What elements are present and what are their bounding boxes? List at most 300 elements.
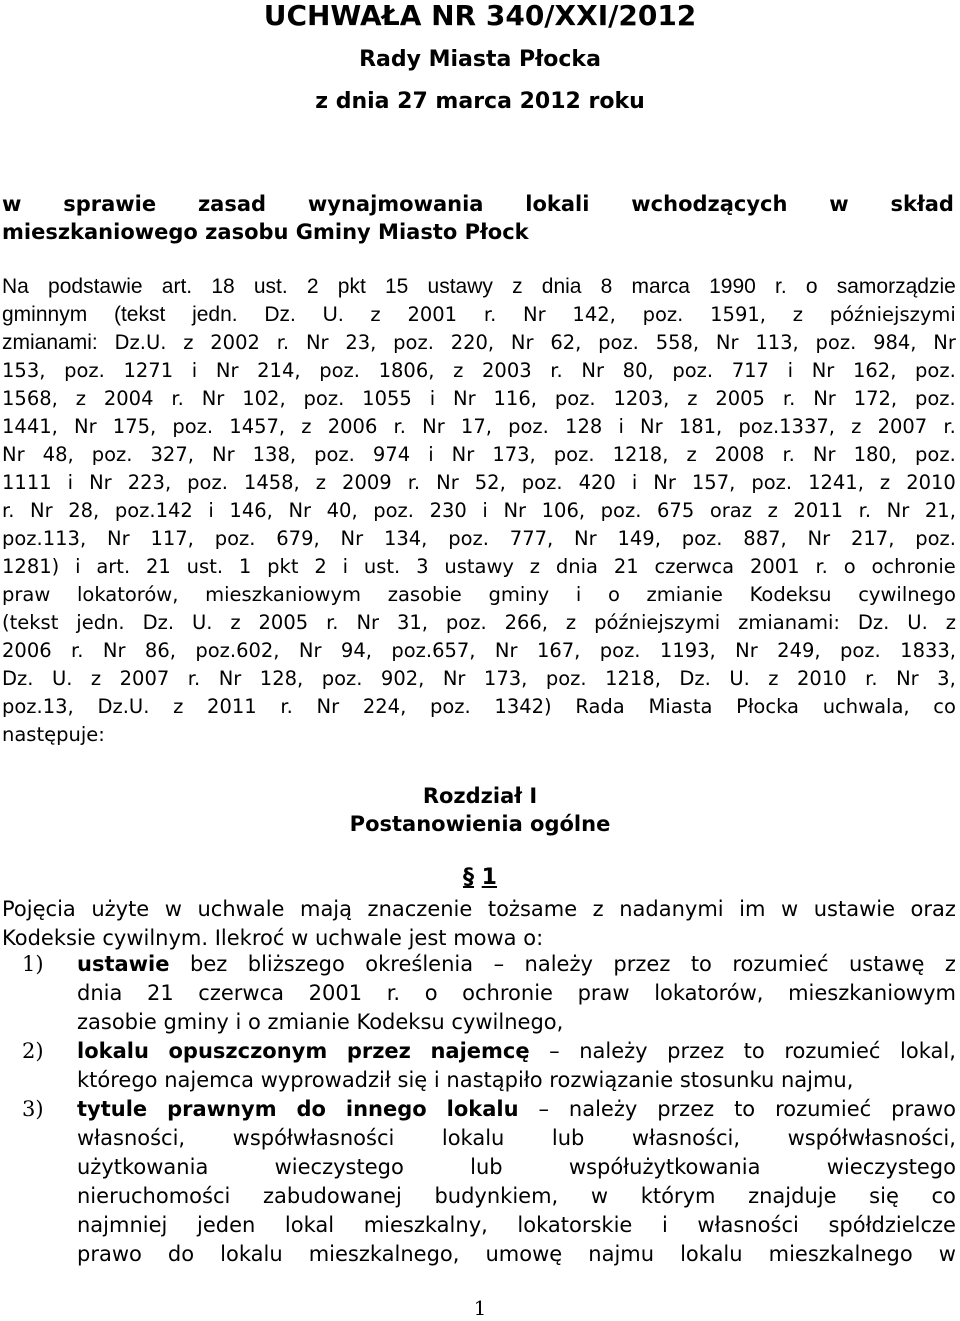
word: r. — [280, 695, 293, 718]
definition-term-word: przez — [346, 1039, 411, 1063]
word: 172, — [853, 387, 898, 410]
word: poz.1337, — [738, 415, 835, 438]
word: ust. — [363, 555, 401, 578]
legal-basis-line — [2, 413, 956, 441]
definition-line — [77, 1008, 956, 1037]
word: mieszkalnego, — [308, 1242, 460, 1266]
word: 1457, — [229, 415, 286, 438]
word: Nr — [356, 611, 380, 634]
word: 1218, — [605, 667, 661, 690]
word: 2009 — [342, 471, 392, 494]
word: którym — [640, 1184, 716, 1208]
word: 717 — [731, 359, 769, 382]
word: i — [631, 471, 638, 494]
word: Kodeksu — [356, 1010, 452, 1034]
word: 2001 — [749, 555, 800, 578]
word: 1 — [238, 555, 252, 578]
word: z — [768, 667, 779, 690]
definition-item — [0, 1037, 960, 1095]
word: 230 — [429, 499, 467, 522]
word: poz. — [840, 639, 881, 662]
legal-basis-line — [2, 385, 956, 413]
word: 2 — [306, 275, 319, 298]
word: Dz. — [2, 667, 34, 690]
legal-basis-line — [2, 609, 956, 637]
definition-line — [77, 1037, 956, 1066]
word: jeden — [196, 1213, 256, 1237]
word: prawo — [77, 1242, 142, 1266]
word: Nr — [305, 331, 329, 354]
word: Nr — [640, 415, 663, 438]
word: współwłasności, — [787, 1126, 956, 1150]
word: i — [191, 359, 198, 382]
word: Nr — [896, 667, 919, 690]
word: 106, — [541, 499, 586, 522]
definitions-list — [0, 950, 960, 1269]
subject-word: zasad — [197, 192, 267, 216]
word: własności — [697, 1213, 799, 1237]
word: gminnym — [2, 303, 88, 326]
subject-word: wynajmowania — [307, 192, 484, 216]
definition-line — [77, 1153, 956, 1182]
word: mieszkaniowym — [788, 981, 956, 1005]
word: Nr — [653, 471, 676, 494]
word: 902, — [380, 667, 425, 690]
word: Nr — [715, 331, 739, 354]
word: – — [549, 1039, 560, 1063]
word: r. — [550, 359, 563, 382]
word: U. — [51, 667, 73, 690]
word: nieruchomości — [77, 1184, 231, 1208]
word: rozumieć — [775, 1097, 872, 1121]
word: 28, — [68, 499, 100, 522]
word: 128, — [259, 667, 304, 690]
word: 94, — [340, 639, 372, 662]
word: z — [565, 611, 577, 634]
legal-basis-line — [2, 665, 956, 693]
council-name: Rady Miasta Płocka — [359, 47, 601, 72]
word: 23, — [345, 331, 377, 354]
word: 1806, — [378, 359, 435, 382]
word: należy — [524, 952, 593, 976]
legal-basis-line — [2, 357, 956, 385]
word: 224, — [362, 695, 407, 718]
legal-basis-line — [2, 553, 956, 581]
word: 558, — [655, 331, 700, 354]
word: 2001 — [407, 303, 458, 326]
word: praw — [577, 981, 630, 1005]
word: 2011 — [793, 499, 844, 522]
word: poz. — [64, 359, 105, 382]
word: Nr — [581, 359, 604, 382]
word: Nr — [201, 387, 225, 410]
word: z — [945, 611, 956, 634]
word: ustawy — [427, 275, 493, 298]
definition-line — [77, 1240, 956, 1269]
word: przez — [613, 952, 671, 976]
word: 974 — [372, 443, 411, 466]
word: poz. — [445, 611, 487, 634]
word: r. — [71, 639, 84, 662]
word: o — [805, 275, 818, 298]
word: mają — [299, 897, 353, 921]
word: 142, — [572, 303, 616, 326]
word: Płocka — [736, 695, 799, 718]
word: współużytkowania — [568, 1155, 761, 1179]
word: poz. — [91, 443, 133, 466]
word: poz. — [642, 303, 684, 326]
word: 149, — [617, 527, 661, 550]
word: to — [743, 1039, 765, 1063]
word: Nr — [503, 499, 527, 522]
word: 2003 — [482, 359, 532, 382]
word: nastąpiło — [446, 1068, 550, 1092]
word: znajduje — [748, 1184, 837, 1208]
word: Nr — [574, 527, 597, 550]
word: im — [739, 897, 766, 921]
word: lokatorów, — [76, 583, 179, 606]
definition-term-word: do — [296, 1097, 326, 1121]
word: się — [869, 1184, 899, 1208]
word: poz. — [554, 387, 596, 410]
word: poz. — [448, 527, 489, 550]
word: Nr — [453, 387, 476, 410]
definition-term-word: najemcę — [430, 1039, 530, 1063]
word: r. — [187, 667, 201, 690]
word: 1342) — [494, 695, 552, 718]
word: 420 — [578, 471, 616, 494]
word: i — [208, 499, 214, 522]
word: 113, — [755, 331, 799, 354]
word: Nr — [436, 471, 459, 494]
word: Nr — [451, 443, 475, 466]
word: i — [575, 583, 582, 606]
word: stosunku — [679, 1068, 781, 1092]
word: wieczystego — [826, 1155, 956, 1179]
word: r. — [393, 415, 406, 438]
word: 173, — [492, 443, 536, 466]
subject-word: sprawie — [63, 192, 157, 216]
word: o — [607, 583, 620, 606]
word: znaczenie — [367, 897, 473, 921]
word: Nr — [886, 499, 910, 522]
word: poz. — [172, 415, 214, 438]
word: należy — [568, 1097, 638, 1121]
word: wyprowadził — [260, 1068, 398, 1092]
word: 1441, — [2, 415, 58, 438]
word: późniejszymi — [594, 611, 721, 634]
definition-line — [77, 950, 956, 979]
word: przez — [657, 1097, 715, 1121]
word: w — [291, 926, 315, 950]
legal-basis-line — [2, 637, 956, 665]
word: rozumieć — [732, 952, 829, 976]
word: dnia — [541, 275, 582, 298]
word: z — [183, 331, 194, 354]
word: Kodeksu — [749, 583, 832, 606]
word: poz. — [545, 667, 587, 690]
word: 31, — [396, 611, 428, 634]
word: wieczystego — [274, 1155, 404, 1179]
word: Nr — [211, 443, 235, 466]
word: 167, — [536, 639, 581, 662]
word: 48, — [42, 443, 74, 466]
word: w — [938, 1242, 956, 1266]
word: własności, — [77, 1126, 186, 1150]
word: 138, — [252, 443, 297, 466]
word: mieszkalnego — [768, 1242, 913, 1266]
word: poz.142 — [114, 499, 193, 522]
word: cywilnego, — [451, 1010, 564, 1034]
word: Nr — [298, 639, 322, 662]
word: z — [453, 359, 464, 382]
word: U. — [191, 611, 213, 634]
legal-basis-line — [2, 273, 956, 301]
word: o — [424, 981, 438, 1005]
word: Nr — [288, 499, 312, 522]
resolution-date: z dnia 27 marca 2012 roku — [315, 89, 645, 114]
word: 2006 — [327, 415, 378, 438]
word: mowa — [453, 926, 524, 950]
word: poz. — [373, 499, 414, 522]
word: Dz.U. — [114, 331, 167, 354]
word: r. — [407, 471, 421, 494]
word: to — [734, 1097, 756, 1121]
word: 327, — [150, 443, 194, 466]
word: r. — [858, 499, 872, 522]
word: U. — [322, 303, 344, 326]
subject-word: w — [829, 192, 849, 216]
word: co — [931, 1184, 956, 1208]
word: i — [67, 471, 74, 494]
word: mieszkaniowym — [205, 583, 362, 606]
word: z — [370, 303, 381, 326]
word: – — [538, 1097, 549, 1121]
word: poz. — [508, 415, 549, 438]
word: lokatorów, — [654, 981, 764, 1005]
word: w — [781, 897, 799, 921]
word: 162, — [852, 359, 897, 382]
definition-item — [0, 950, 960, 1037]
word: 1281) — [2, 555, 60, 578]
word: 2007 — [119, 667, 170, 690]
word: współwłasności — [232, 1126, 395, 1150]
word: 80, — [622, 359, 654, 382]
word: rozumieć — [784, 1039, 881, 1063]
word: Na — [2, 275, 29, 298]
word: Nr — [215, 359, 239, 382]
word: 40, — [326, 499, 358, 522]
word: lokalu — [220, 1242, 283, 1266]
word: 679, — [276, 527, 320, 550]
word: z — [767, 499, 778, 522]
word: pkt — [337, 275, 366, 298]
word: jedn. — [192, 303, 238, 326]
word: własności, — [631, 1126, 741, 1150]
subject-word: lokali — [525, 192, 590, 216]
page-number: 1 — [473, 1296, 487, 1320]
word: najmniej — [77, 1213, 168, 1237]
definition-body — [77, 1095, 956, 1269]
word: 223, — [127, 471, 172, 494]
word: 2 — [314, 555, 327, 578]
legal-basis-line — [2, 581, 956, 609]
word: lub — [551, 1126, 585, 1150]
word: 1591, — [710, 303, 766, 326]
word: oraz — [910, 897, 956, 921]
definition-term-word: opuszczonym — [168, 1039, 328, 1063]
legal-basis-line — [2, 525, 956, 553]
word: Nr — [510, 331, 534, 354]
legal-basis-line — [2, 301, 956, 329]
subject-word: wchodzących — [631, 192, 788, 216]
word: 1241, — [808, 471, 864, 494]
word: określenia — [365, 952, 474, 976]
word: Nr — [102, 639, 126, 662]
word: 153, — [2, 359, 46, 382]
word: Nr — [316, 695, 340, 718]
word: uchwala, — [822, 695, 910, 718]
word: i — [75, 555, 81, 578]
word: czerwca — [654, 555, 735, 578]
word: zmianami: — [2, 331, 98, 354]
word: r. — [775, 275, 787, 298]
word: Dz. — [857, 611, 890, 634]
word: z — [230, 611, 241, 634]
definition-term-word: tytule — [77, 1097, 148, 1121]
word: 266, — [504, 611, 548, 634]
word: poz. — [915, 527, 956, 550]
word: o — [248, 1010, 268, 1034]
word: Nr — [30, 499, 53, 522]
definition-term-word: lokalu — [77, 1039, 149, 1063]
word: gminy — [488, 583, 550, 606]
word: r. — [2, 499, 15, 522]
legal-basis-line — [2, 469, 956, 497]
word: marca — [631, 275, 690, 298]
word: 2007 — [877, 415, 928, 438]
word: r. — [782, 387, 796, 410]
word: spółdzielcze — [828, 1213, 956, 1237]
word: 1568, — [2, 387, 58, 410]
word: 8 — [600, 275, 613, 298]
word: r. — [782, 443, 795, 466]
word: z — [687, 387, 698, 410]
word: 1203, — [613, 387, 670, 410]
word: 887, — [743, 527, 787, 550]
word: Nr — [812, 443, 836, 466]
word: Kodeksie — [2, 926, 103, 950]
word: samorządzie — [836, 275, 956, 298]
word: 2008 — [714, 443, 765, 466]
word: Nr — [494, 639, 518, 662]
word: ust. — [253, 275, 288, 298]
word: i — [428, 443, 434, 466]
word: r. — [865, 667, 878, 690]
legal-basis-line — [2, 441, 956, 469]
word: mieszkalny, — [363, 1213, 488, 1237]
word: U. — [907, 611, 928, 634]
word: przez — [667, 1039, 725, 1063]
word: Nr — [933, 331, 956, 354]
word: 1833, — [900, 639, 956, 662]
word: dnia — [555, 555, 598, 578]
word: i — [482, 499, 488, 522]
resolution-subject — [2, 190, 954, 246]
word: 21, — [924, 499, 956, 522]
word: 173, — [483, 667, 528, 690]
word: z — [90, 667, 102, 690]
word: 62, — [550, 331, 582, 354]
word: 116, — [493, 387, 537, 410]
word: 2004 — [103, 387, 154, 410]
word: z — [301, 415, 312, 438]
word: poz. — [303, 387, 345, 410]
word: Rada — [575, 695, 625, 718]
word: ochronie — [871, 555, 956, 578]
word: użyte — [91, 897, 150, 921]
word: 2001 — [308, 981, 363, 1005]
word: 18 — [211, 275, 235, 298]
definition-body — [77, 950, 956, 1037]
paragraph-number: 1 — [481, 865, 497, 890]
definition-line — [77, 979, 956, 1008]
definition-item — [0, 1095, 960, 1269]
word: Nr — [523, 303, 546, 326]
paragraph-symbol: § — [463, 865, 474, 890]
word: r. — [815, 555, 828, 578]
word: art. — [96, 555, 131, 578]
word: r. — [386, 981, 401, 1005]
resolution-title: UCHWAŁA NR 340/XXI/2012 — [263, 0, 697, 32]
word: zmianie — [267, 1010, 357, 1034]
word: (tekst — [2, 611, 59, 634]
word: 3, — [937, 667, 956, 690]
chapter-name: Postanowienia ogólne — [349, 812, 611, 836]
word: i — [661, 1213, 668, 1237]
word: 128 — [565, 415, 603, 438]
word: poz. — [681, 527, 723, 550]
word: pkt — [267, 555, 299, 578]
word: poz. — [314, 443, 355, 466]
legal-basis-line — [2, 721, 956, 749]
word: lokatorskie — [517, 1213, 633, 1237]
word: z — [879, 471, 891, 494]
word: należy — [579, 1039, 648, 1063]
word: zmianami: — [738, 611, 840, 634]
word: cywilnego — [858, 583, 956, 606]
word: 117, — [150, 527, 194, 550]
word: Nr — [74, 415, 97, 438]
word: i — [429, 387, 436, 410]
word: poz.602, — [195, 639, 280, 662]
word: bliższego — [247, 952, 345, 976]
word: 1990 — [709, 275, 756, 298]
word: w — [590, 1184, 609, 1208]
word: Nr — [811, 359, 835, 382]
word: 675 — [657, 499, 695, 522]
word: co — [933, 695, 956, 718]
word: r. — [943, 415, 956, 438]
word: r. — [276, 331, 290, 354]
word: dnia — [77, 981, 123, 1005]
word: podstawie — [48, 275, 143, 298]
word: którego — [77, 1068, 165, 1092]
word: budynkiem, — [434, 1184, 559, 1208]
word: 134, — [383, 527, 428, 550]
word: jedn. — [76, 611, 125, 634]
word: poz. — [321, 667, 363, 690]
